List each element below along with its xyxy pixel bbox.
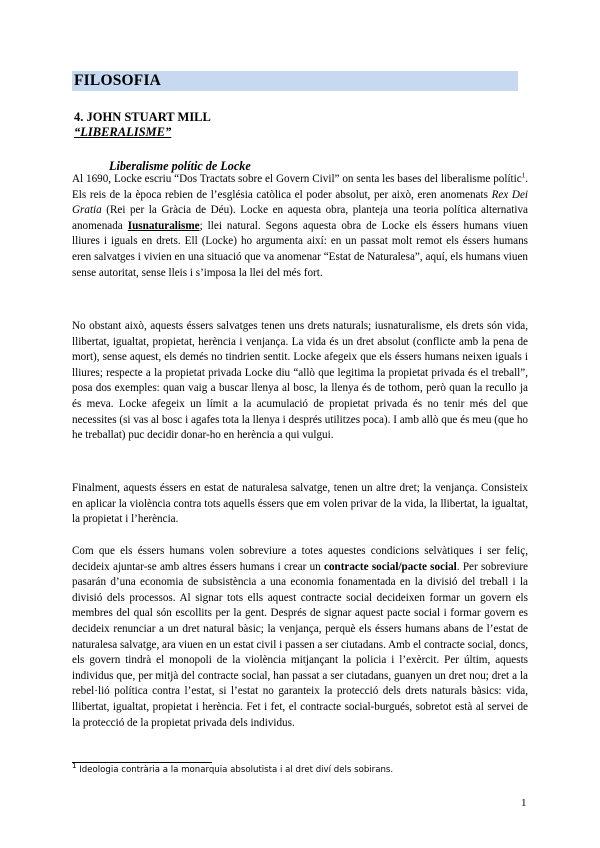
footnote-reference[interactable]: 1 (521, 171, 526, 180)
paragraph-2 (72, 319, 528, 444)
footnote (72, 762, 394, 775)
contracte-social-term: contracte social/pacte social (324, 560, 457, 573)
paragraph-3 (72, 481, 528, 528)
section-title: 4. JOHN STUART MILL (74, 110, 211, 124)
paragraph-4-text-b: . Per sobreviure pasarán d’una economia de subsistència a una economia fonamentada en la divisió del treball i la divisió dels processos. Al signar tots ells aquest contracte social decideixen formar un govern els membres del qual són escollits per la gent. Després de signar aquest pacte social i formar govern es decideix renunciar a un dret natural bàsic; la venjança, perquè els éssers humans abans de l’estat de naturalesa salvatge, ara viuen en un estat civil i passen a ser ciutadans. Amb el contracte social, doncs, els govern tindrà el monopoli de la violència mitjançant la policia i l’exèrcit. Per últim, aquests individus que, per mitjà del contracte social, han passat a ser ciutadans, guanyen un dret nou; dret a la rebel·lió política contra l’estat, si l’estat no garanteix la protecció dels drets naturals bàsics: vida, llibertat, igualtat, propietat i herència. Fet i fet, el contracte social-burgués, sobretot està al servei de la protecció de la propietat privada dels individus. (72, 560, 528, 729)
paragraph-1-text-c: (Rei per la Gràcia de Déu). Locke en aquesta obra, planteja una teoria política alternativa anomenada (72, 204, 528, 232)
iusnaturalisme-term: Iusnaturalisme (127, 219, 200, 232)
footnote-marker: 1 (72, 762, 77, 771)
subheading: Liberalisme polític de Locke (109, 159, 251, 173)
paragraph-1-text-a: Al 1690, Locke escriu “Dos Tractats sobre el Govern Civil” on senta les bases del liberalisme polític (72, 173, 522, 185)
paragraph-3-text: Finalment, aquests éssers en estat de naturalesa salvatge, tenen un altre dret; la venjança. Consisteix en aplicar la violència contra tots aquells éssers que em volen privar de la vida, la llibertat, la igualtat, la propietat i l’herència. (72, 482, 528, 526)
paragraph-1-text-d: ; llei natural. Segons aquesta obra de Locke els éssers humans viuen lliures i iguals en drets. Ell (Locke) ho argumenta així: en un passat molt remot els éssers humans eren salvatges i vivien en una situació que va anomenar “Estat de Naturalesa”, aquí, els humans viuen sense autoritat, sense lleis i s’imposa la llei del més fort. (72, 219, 528, 279)
section-subtitle: “LIBERALISME” (74, 125, 172, 139)
page-title: FILOSOFIA (74, 72, 162, 89)
rex-dei-gratia-term: Rex Dei Gratia (72, 188, 528, 217)
page-number: 1 (521, 797, 527, 809)
paragraph-4 (72, 544, 528, 731)
paragraph-1-text-b: . Els reis de la època rebien de l’església catòlica el poder absolut, per això, eren anomenats (72, 173, 528, 201)
paragraph-2-text: No obstant això, aquests éssers salvatges tenen uns drets naturals; iusnaturalisme, els drets són vida, llibertat, igualtat, propietat, herència i venjança. La vida és un dret absolut (conflicte amb la pena de mort), sense aquest, els demés no tindrien sentit. Locke afegeix que els éssers humans neixen iguals i lliures; respecte a la propietat privada Locke diu “allò que legitima la propietat privada és el treball”, posa dos exemples: quan vaig a buscar llenya al bosc, la llenya és de tothom, però quan la recullo ja és meva. Locke afegeix un límit a la acumulació de propietat privada és no tenir més del que necessites (si vas al bosc i agafes tota la llenya i després utilitzes poca). I amb allò que és meu (que ho he treballat) puc decidir donar-ho en herència a qui vulgui. (72, 320, 528, 442)
footnote-divider (72, 762, 212, 763)
paragraph-1 (72, 172, 528, 281)
footnote-text: Ideologia contrària a la monarquia absolutista i al dret diví dels sobirans. (76, 765, 394, 775)
paragraph-4-text-a: Com que els éssers humans volen sobreviure a totes aquestes condicions selvàtiques i ser feliç, decideix ajuntar-se amb altres éssers humans i crear un (72, 545, 528, 573)
